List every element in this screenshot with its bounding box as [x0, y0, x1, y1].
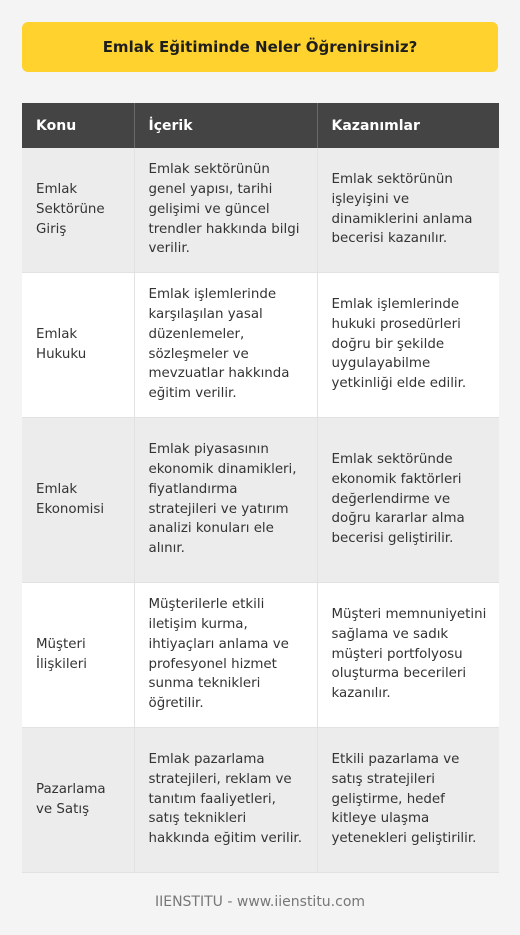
table-row	[22, 272, 499, 417]
table-header-row	[22, 103, 499, 148]
learning-table	[22, 103, 499, 873]
topic-cell: Emlak Hukuku	[22, 272, 134, 417]
column-header-gains: Kazanımlar	[317, 103, 499, 148]
table-row	[22, 727, 499, 872]
topic-cell: Müşteri İlişkileri	[22, 582, 134, 727]
content-cell: Müşterilerle etkili iletişim kurma, ihtiyaçları anlama ve profesyonel hizmet sunma teknikleri öğretilir.	[134, 582, 317, 727]
content-cell: Emlak sektörünün genel yapısı, tarihi gelişimi ve güncel trendler hakkında bilgi verilir.	[134, 148, 317, 272]
content-cell: Emlak piyasasının ekonomik dinamikleri, fiyatlandırma stratejileri ve yatırım analizi konuları ele alınır.	[134, 417, 317, 582]
content-cell: Emlak işlemlerinde karşılaşılan yasal düzenlemeler, sözleşmeler ve mevzuatlar hakkında eğitim verilir.	[134, 272, 317, 417]
gains-cell: Emlak işlemlerinde hukuki prosedürleri doğru bir şekilde uygulayabilme yetkinliği elde edilir.	[317, 272, 499, 417]
topic-cell: Pazarlama ve Satış	[22, 727, 134, 872]
gains-cell: Etkili pazarlama ve satış stratejileri geliştirme, hedef kitleye ulaşma yetenekleri geliştirilir.	[317, 727, 499, 872]
gains-cell: Emlak sektöründe ekonomik faktörleri değerlendirme ve doğru kararlar alma becerisi geliştirilir.	[317, 417, 499, 582]
topic-cell: Emlak Sektörüne Giriş	[22, 148, 134, 272]
gains-cell: Emlak sektörünün işleyişini ve dinamiklerini anlama becerisi kazanılır.	[317, 148, 499, 272]
topic-cell: Emlak Ekonomisi	[22, 417, 134, 582]
content-cell: Emlak pazarlama stratejileri, reklam ve tanıtım faaliyetleri, satış teknikleri hakkında eğitim verilir.	[134, 727, 317, 872]
gains-cell: Müşteri memnuniyetini sağlama ve sadık müşteri portfolyosu oluşturma becerileri kazanılır.	[317, 582, 499, 727]
column-header-topic: Konu	[22, 103, 134, 148]
page-title: Emlak Eğitiminde Neler Öğrenirsiniz?	[22, 22, 498, 72]
table-row	[22, 148, 499, 272]
footer-credit: IIENSTITU - www.iienstitu.com	[154, 894, 366, 910]
table-row	[22, 582, 499, 727]
table-row	[22, 417, 499, 582]
column-header-content: İçerik	[134, 103, 317, 148]
